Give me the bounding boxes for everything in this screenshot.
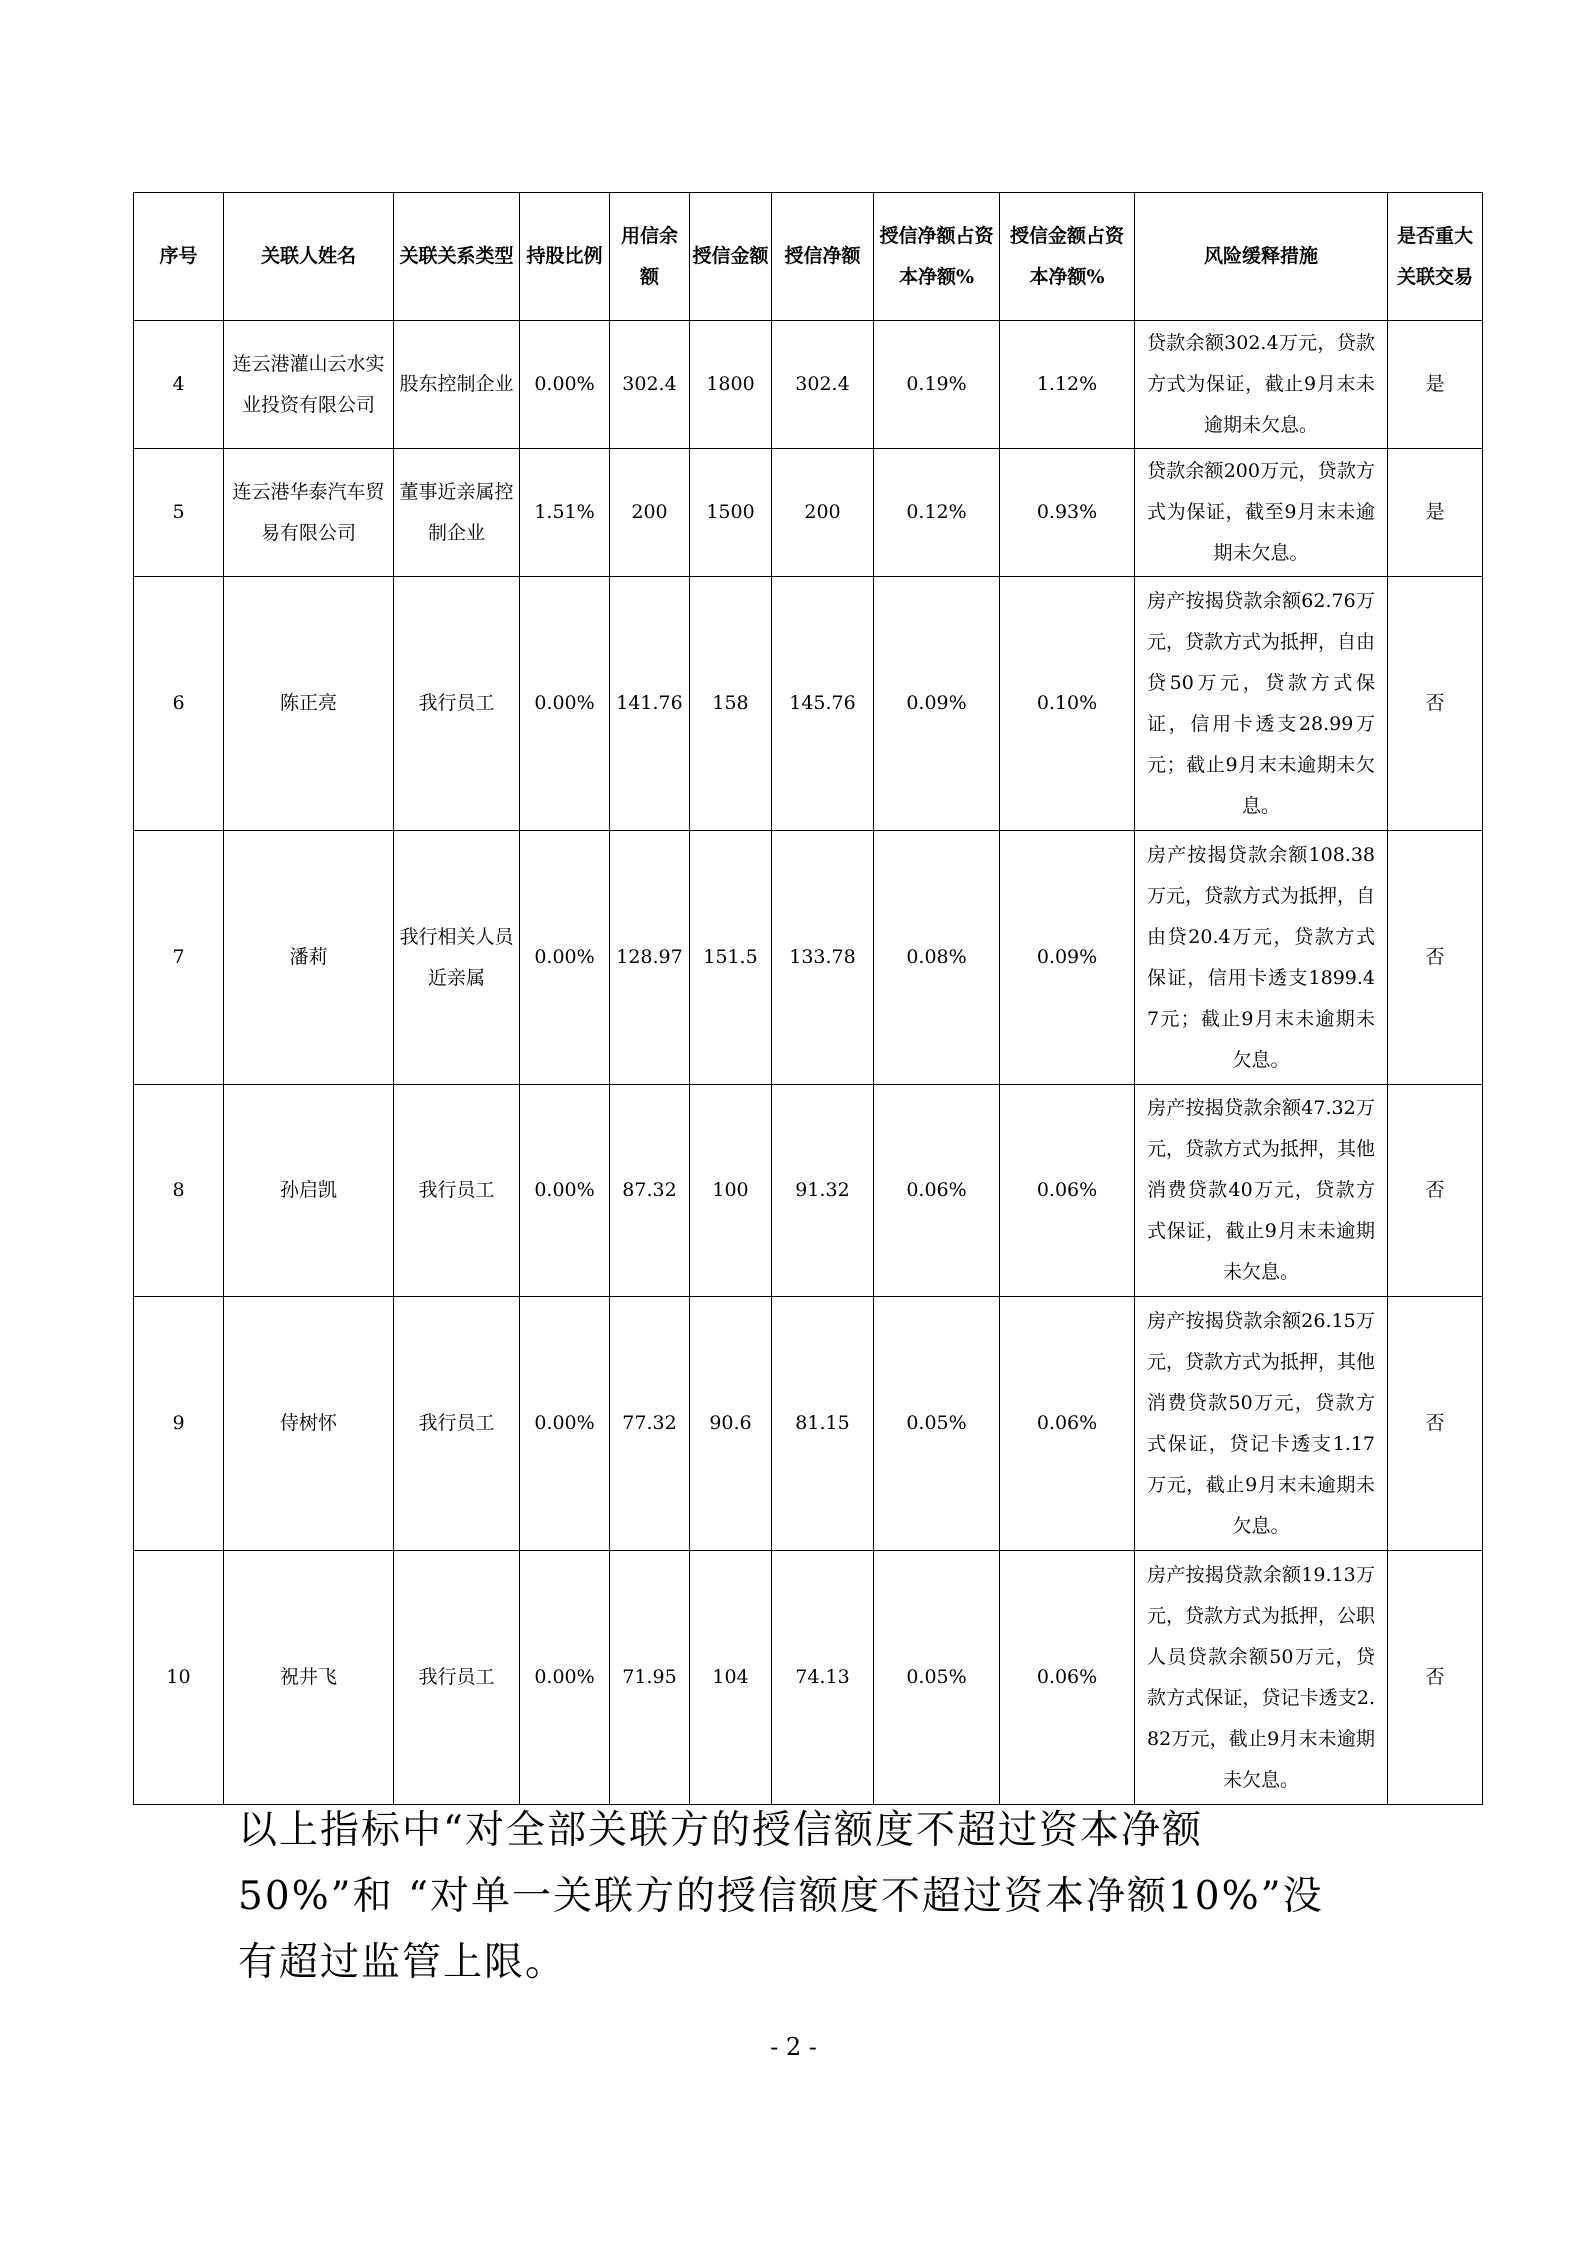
header-no: 序号 (134, 193, 224, 321)
cell-name: 连云港灌山云水实业投资有限公司 (224, 321, 394, 449)
cell-credit: 90.6 (690, 1297, 772, 1551)
cell-net: 91.32 (772, 1085, 874, 1297)
cell-risk: 房产按揭贷款余额108.38万元，贷款方式为抵押，自由贷20.4万元，贷款方式保证，信用卡透支1899.47元；截止9月末未逾期未欠息。 (1135, 831, 1388, 1085)
table-row (134, 1297, 1483, 1551)
header-major: 是否重大关联交易 (1388, 193, 1483, 321)
cell-risk: 房产按揭贷款余额19.13万元，贷款方式为抵押，公职人员贷款余额50万元，贷款方式保证，贷记卡透支2.82万元，截止9月末未逾期未欠息。 (1135, 1551, 1388, 1805)
cell-no: 10 (134, 1551, 224, 1805)
cell-net: 200 (772, 449, 874, 577)
cell-net-pct: 0.05% (874, 1551, 1000, 1805)
cell-credit: 151.5 (690, 831, 772, 1085)
cell-share: 0.00% (520, 1297, 610, 1551)
cell-risk: 房产按揭贷款余额62.76万元，贷款方式为抵押，自由贷50万元，贷款方式保证，信用卡透支28.99万元；截止9月末未逾期未欠息。 (1135, 577, 1388, 831)
cell-credit: 1800 (690, 321, 772, 449)
cell-credit-pct: 0.09% (1000, 831, 1135, 1085)
conclusion-text: 以上指标中“对全部关联方的授信额度不超过资本净额50%”和 “对单一关联方的授信额度不超过资本净额10%”没有超过监管上限。 (238, 1808, 1324, 1985)
cell-no: 6 (134, 577, 224, 831)
cell-net-pct: 0.09% (874, 577, 1000, 831)
cell-share: 0.00% (520, 577, 610, 831)
cell-relation: 股东控制企业 (394, 321, 520, 449)
cell-major: 否 (1388, 831, 1483, 1085)
cell-credit-pct: 0.06% (1000, 1085, 1135, 1297)
cell-net-pct: 0.08% (874, 831, 1000, 1085)
cell-major: 是 (1388, 449, 1483, 577)
table-row (134, 1551, 1483, 1805)
header-name: 关联人姓名 (224, 193, 394, 321)
cell-relation: 我行员工 (394, 1085, 520, 1297)
cell-name: 侍树怀 (224, 1297, 394, 1551)
table-row (134, 577, 1483, 831)
cell-name: 陈正亮 (224, 577, 394, 831)
cell-credit-pct: 0.06% (1000, 1297, 1135, 1551)
cell-share: 0.00% (520, 831, 610, 1085)
cell-name: 祝井飞 (224, 1551, 394, 1805)
cell-credit: 1500 (690, 449, 772, 577)
header-used: 用信余额 (610, 193, 690, 321)
cell-name: 潘莉 (224, 831, 394, 1085)
cell-used: 77.32 (610, 1297, 690, 1551)
header-risk: 风险缓释措施 (1135, 193, 1388, 321)
cell-relation: 我行员工 (394, 1551, 520, 1805)
header-net-pct: 授信净额占资本净额% (874, 193, 1000, 321)
cell-net: 81.15 (772, 1297, 874, 1551)
cell-used: 302.4 (610, 321, 690, 449)
cell-net-pct: 0.12% (874, 449, 1000, 577)
cell-used: 87.32 (610, 1085, 690, 1297)
cell-risk: 房产按揭贷款余额47.32万元，贷款方式为抵押，其他消费贷款40万元，贷款方式保证，截止9月末未逾期未欠息。 (1135, 1085, 1388, 1297)
cell-name: 连云港华泰汽车贸易有限公司 (224, 449, 394, 577)
header-share: 持股比例 (520, 193, 610, 321)
table-row (134, 449, 1483, 577)
cell-major: 是 (1388, 321, 1483, 449)
cell-no: 4 (134, 321, 224, 449)
cell-credit-pct: 0.93% (1000, 449, 1135, 577)
cell-risk: 房产按揭贷款余额26.15万元，贷款方式为抵押，其他消费贷款50万元，贷款方式保证，贷记卡透支1.17万元，截止9月末未逾期未欠息。 (1135, 1297, 1388, 1551)
cell-credit-pct: 0.06% (1000, 1551, 1135, 1805)
cell-credit-pct: 1.12% (1000, 321, 1135, 449)
cell-major: 否 (1388, 1297, 1483, 1551)
page-number: - 2 - (770, 2033, 817, 2061)
cell-no: 7 (134, 831, 224, 1085)
cell-no: 9 (134, 1297, 224, 1551)
cell-share: 0.00% (520, 1551, 610, 1805)
conclusion-paragraph (238, 1798, 1358, 1996)
cell-used: 71.95 (610, 1551, 690, 1805)
header-net: 授信净额 (772, 193, 874, 321)
table-header-row (134, 193, 1483, 321)
cell-no: 5 (134, 449, 224, 577)
table-row (134, 1085, 1483, 1297)
cell-no: 8 (134, 1085, 224, 1297)
cell-used: 141.76 (610, 577, 690, 831)
cell-share: 0.00% (520, 1085, 610, 1297)
cell-share: 1.51% (520, 449, 610, 577)
cell-credit: 100 (690, 1085, 772, 1297)
cell-net: 145.76 (772, 577, 874, 831)
header-relation: 关联关系类型 (394, 193, 520, 321)
related-party-credit-table (133, 192, 1483, 1805)
cell-used: 128.97 (610, 831, 690, 1085)
cell-net-pct: 0.05% (874, 1297, 1000, 1551)
cell-used: 200 (610, 449, 690, 577)
cell-credit: 158 (690, 577, 772, 831)
cell-relation: 董事近亲属控制企业 (394, 449, 520, 577)
cell-net-pct: 0.19% (874, 321, 1000, 449)
table-row (134, 831, 1483, 1085)
cell-net: 302.4 (772, 321, 874, 449)
table-row (134, 321, 1483, 449)
cell-relation: 我行员工 (394, 1297, 520, 1551)
cell-major: 否 (1388, 1085, 1483, 1297)
cell-major: 否 (1388, 577, 1483, 831)
cell-relation: 我行相关人员近亲属 (394, 831, 520, 1085)
cell-share: 0.00% (520, 321, 610, 449)
header-credit-pct: 授信金额占资本净额% (1000, 193, 1135, 321)
header-credit: 授信金额 (690, 193, 772, 321)
cell-name: 孙启凯 (224, 1085, 394, 1297)
cell-risk: 贷款余额200万元，贷款方式为保证，截至9月末未逾期未欠息。 (1135, 449, 1388, 577)
cell-net: 74.13 (772, 1551, 874, 1805)
cell-major: 否 (1388, 1551, 1483, 1805)
cell-credit: 104 (690, 1551, 772, 1805)
cell-credit-pct: 0.10% (1000, 577, 1135, 831)
cell-net: 133.78 (772, 831, 874, 1085)
cell-net-pct: 0.06% (874, 1085, 1000, 1297)
cell-risk: 贷款余额302.4万元，贷款方式为保证，截止9月末未逾期未欠息。 (1135, 321, 1388, 449)
cell-relation: 我行员工 (394, 577, 520, 831)
